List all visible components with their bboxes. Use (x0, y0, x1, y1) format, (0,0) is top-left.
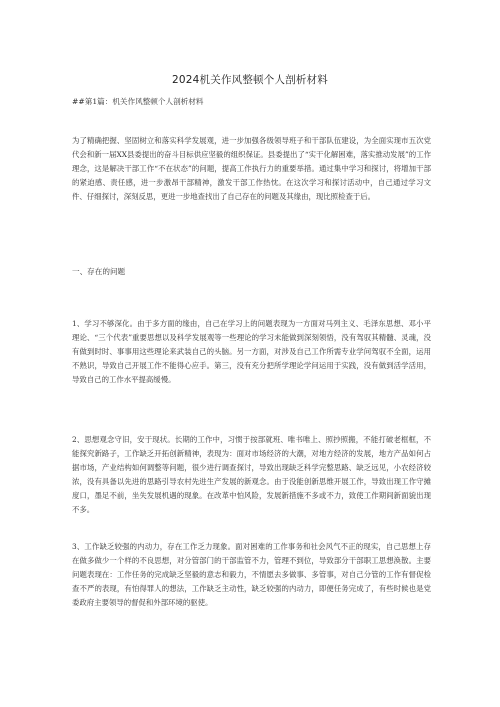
document-subheading: ##第1篇：机关作风整顿个人剖析材料 (72, 97, 204, 106)
body-paragraph: 2、思想观念守旧，安于现状。长期的工作中，习惯于按部就班、唯书唯上、照抄照搬，不能打破老框框，不能探究新路子，工作缺乏开拓创新精神，表现为：面对市场经济的大潮，对地方经济的发展，地方产品如何占据市场，产业结构如何调整等问题，很少进行调查探讨，导致出现缺乏科学完整思路、缺乏远见，小农经济较浓，没有具备以先进的思路引导农村先进生产发展的新观念。由于没能创新思维开展工作，导致出现工作守摊度口，墨足不前，坐失发展机遇的现象。在改革中怕风险，发展新措施不多或不力，致使工作期间新面貌出现不多。 (72, 435, 431, 514)
body-paragraph: 1、学习不够深化。由于多方面的缘由，自己在学习上的问题表现为一方面对马列主义、毛泽东思想、邓小平理论、“三个代表”重要思想以及科学发展观等一些理论的学习未能做到深刻领悟，没有驾驭其精髓、灵魂，没有做到时时、事事用这些理论来武装自己的头脑。另一方面，对涉及自己工作所需专业学问驾驭不全面，运用不熟识，导致自己开展工作不能得心应手。第三，没有充分把所学理论学问运用于实践，没有做到活学活用，导致自己的工作水平提高缓慢。 (72, 319, 431, 384)
intro-paragraph: 为了精确把握、坚固树立和落实科学发展观，进一步加强各级领导班子和干部队伍建设，为全面实现市五次党代会和新一届XX县委提出的奋斗目标供应坚毅的组织保证。县委提出了“实干化解困难，落实推动发展”的工作理念，这是解决干部工作“不在状态”的问题，提高工作执行力的重要举措。通过集中学习和探讨，将增加干部的紧迫感、责任感，进一步激昂干部精神，激发干部工作热忱。在这次学习和探讨活动中，自己通过学习文件、仔细探讨，深刻反思，更进一步地查找出了自己存在的问题及其缘由，现比照检查于后。 (72, 136, 431, 201)
document-title: 2024机关作风整顿个人剖析材料 (172, 74, 328, 86)
body-paragraph: 3、工作缺乏较强的内动力，存在工作乏力现象。面对困难的工作事务和社会风气不正的现实，自己思想上存在做多做少一个样的不良思想，对分管部门的干部监管不力，管理不到位，导致部分干部职工思想涣散。主要问题表现在：工作任务的完成缺乏坚毅的意志和毅力，不情愿去多做事、多管事，对自己分管的工作有督促检查不严的表现，有怕得罪人的想法，工作缺乏主动性，缺乏较强的内动力，即便任务完成了，有些时候也是党委政府主要领导的督促和外部环境的驱使。 (72, 542, 431, 607)
section-heading: 一、存在的问题 (72, 267, 126, 276)
